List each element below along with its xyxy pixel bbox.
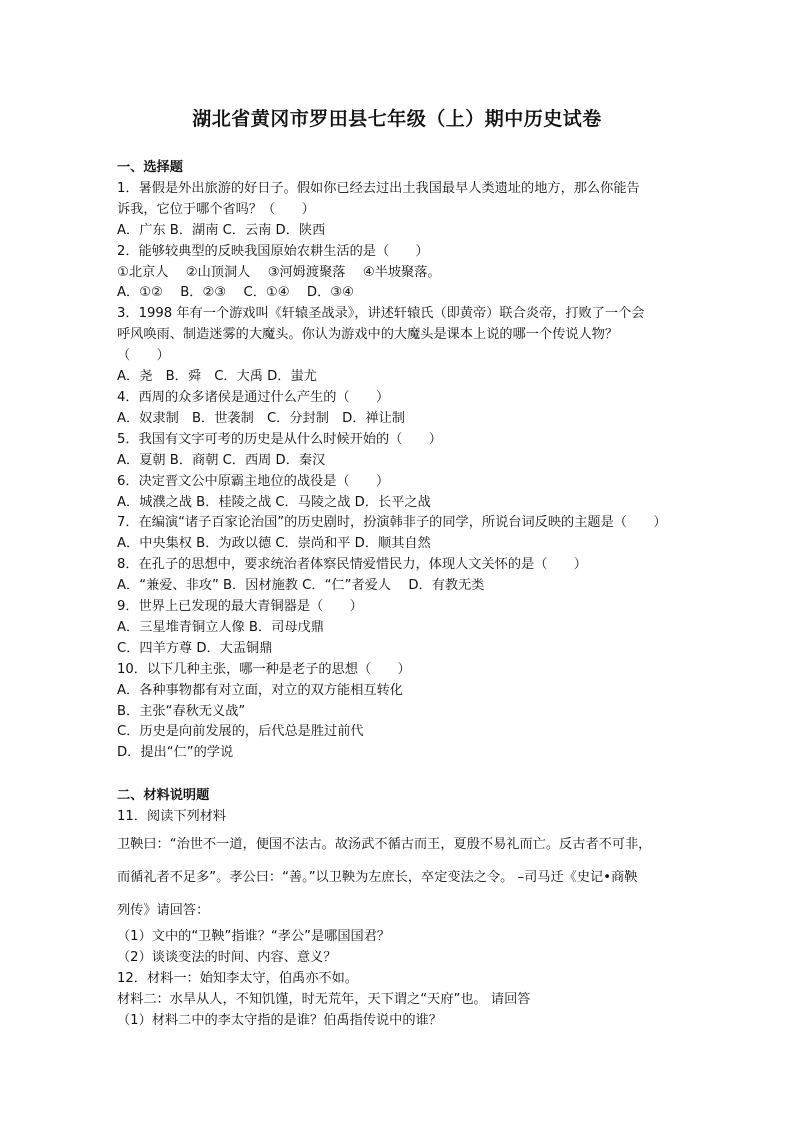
option-line: C．四羊方尊 D．大盂铜鼎 [117, 640, 273, 656]
sub-question-line: （2）谈谈变法的时间、内容、意义？ [117, 950, 337, 965]
option-line: A．中央集权 B．为政以德 C．崇尚和平 D．顺其自然 [117, 536, 431, 552]
question-line: 2．能够较典型的反映我国原始农耕生活的是（ ） [117, 243, 429, 259]
question-line: 6．决定晋文公中原霸主地位的战役是（ ） [117, 473, 390, 489]
choice-questions [117, 179, 682, 764]
option-line: A．夏朝 B．商朝 C．西周 D．秦汉 [117, 452, 326, 468]
option-line: C．历史是向前发展的，后代总是胜过前代 [117, 724, 364, 740]
question-line: 4．西周的众多诸侯是通过什么产生的（ ） [117, 389, 390, 405]
option-line: A．三星堆青铜立人像 B．司母戊鼎 [117, 619, 324, 635]
option-line: A．广东 B．湖南 C．云南 D．陕西 [117, 222, 326, 238]
question-line: 10．以下几种主张，哪一种是老子的思想（ ） [117, 661, 411, 677]
question-line: 呼风唤雨、制造迷雾的大魔头。你认为游戏中的大魔头是课本上说的哪一个传说人物？ [117, 327, 619, 343]
question-line: 7．在编演“诸子百家论治国”的历史剧时，扮演韩非子的同学，所说台词反映的主题是（ ） [117, 515, 667, 531]
option-line: A．尧 B．舜 C．大禹 D．蚩尤 [117, 369, 317, 385]
exam-content [117, 158, 682, 1032]
option-line: A．奴隶制 B．世袭制 C．分封制 D．禅让制 [117, 410, 405, 426]
option-line: A．“兼爱、非攻” B．因材施教 C．“仁”者爱人 D．有教无类 [117, 578, 485, 594]
page-title: 湖北省黄冈市罗田县七年级（上）期中历史试卷 [192, 108, 602, 130]
question-line: 9．世界上已发现的最大青铜器是（ ） [117, 599, 363, 615]
question-line: 3．1998 年有一个游戏叫《轩辕圣战录》，讲述轩辕氏（即黄帝）联合炎帝，打败了一个会 [117, 306, 645, 322]
option-line: A．①② B．②③ C．①④ D．③④ [117, 285, 354, 301]
option-line: D．提出“仁”的学说 [117, 745, 234, 761]
material-line: 而循礼者不足多”。孝公曰：“善。”以卫鞅为左庶长，卒定变法之令。 –司马迁《史记•商鞅 [117, 870, 638, 886]
question-line: 11．阅读下列材料 [117, 809, 227, 825]
material-line: 列传》请回答： [117, 903, 210, 919]
sub-question-line: （1）文中的“卫鞅”指谁？“孝公”是哪国国君？ [117, 929, 391, 945]
question-line: 8．在孔子的思想中，要求统治者体察民情爱惜民力，体现人文关怀的是（ ） [117, 557, 587, 573]
question-line: 12．材料一：始知李太守，伯禹亦不如。 [117, 970, 358, 986]
question-line: ①北京人 ②山顶洞人 ③河姆渡聚落 ④半坡聚落。 [117, 264, 441, 280]
question-line: 诉我，它位于哪个省吗？（ ） [117, 201, 315, 217]
section-heading-choice: 一、选择题 [117, 160, 183, 175]
option-line: A．各种事物都有对立面，对立的双方能相互转化 [117, 682, 403, 698]
option-line: B．主张“春秋无义战” [117, 703, 246, 719]
material-line: 卫鞅曰：“治世不一道，便国不法古。故汤武不循古而王，夏殷不易礼而亡。反古者不可非， [117, 837, 652, 853]
material-line: 材料二：水旱从人，不知饥馑，时无荒年，天下谓之“天府”也。 请回答 [117, 991, 531, 1007]
section-heading-material: 二、材料说明题 [117, 788, 210, 804]
question-line: （ ） [117, 348, 170, 364]
sub-question-line: （1）材料二中的李太守指的是谁？伯禹指传说中的谁？ [117, 1012, 442, 1028]
question-line: 1．暑假是外出旅游的好日子。假如你已经去过出土我国最早人类遗址的地方，那么你能告 [117, 180, 640, 196]
section-gap [117, 764, 682, 786]
question-line: 5．我国有文字可考的历史是从什么时候开始的（ ） [117, 431, 442, 447]
option-line: A．城濮之战 B．桂陵之战 C．马陵之战 D．长平之战 [117, 494, 431, 510]
